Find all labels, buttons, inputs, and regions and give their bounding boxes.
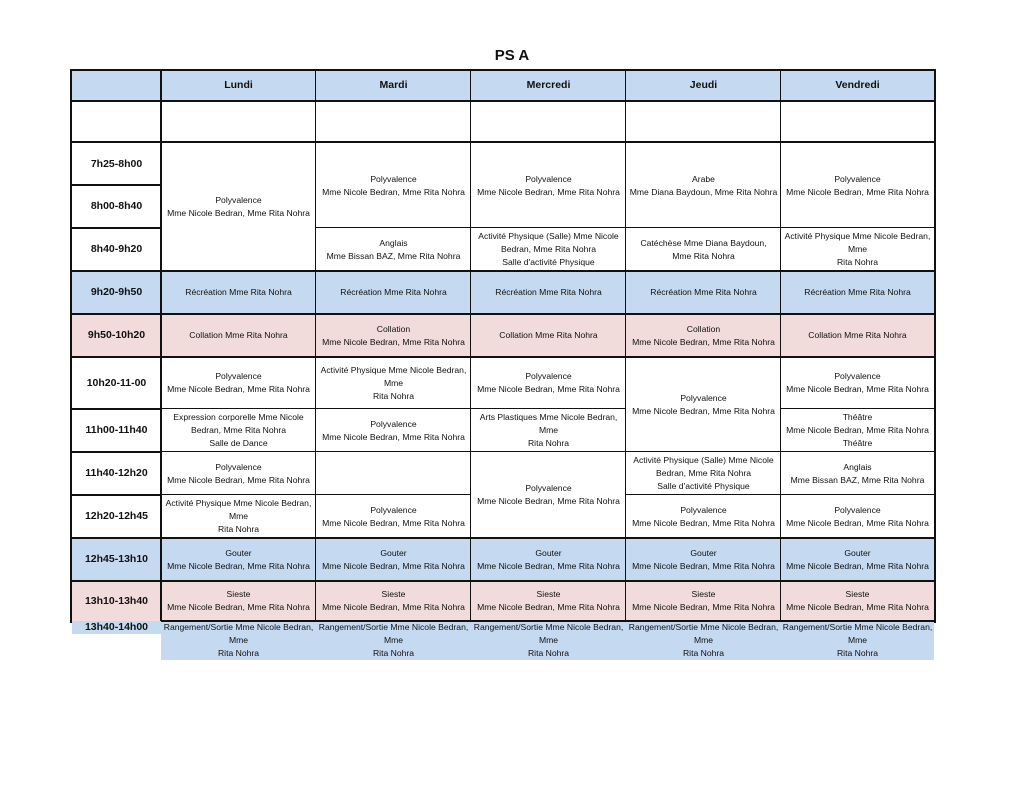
grid-line <box>471 580 626 582</box>
grid-line <box>316 451 471 452</box>
cell-text-line: Gouter <box>844 547 871 558</box>
cell-text-line: Rangement/Sortie Mme Nicole Bedran, <box>628 622 779 632</box>
time-slot-11h00-11h40 <box>72 409 161 452</box>
cell-text-line: Mme <box>228 635 249 645</box>
day-header-mercredi <box>471 71 626 100</box>
cell-text-line: Mme Nicole Bedran, Mme Rita Nohra <box>632 560 775 571</box>
cell-text-line: Polyvalence <box>680 504 727 515</box>
cell-text-line: 11h00-11h40 <box>85 424 148 436</box>
schedule-cell <box>316 452 471 495</box>
time-slot-12h45-13h10 <box>72 538 161 581</box>
cell-text-line: Mercredi <box>526 79 571 91</box>
cell-text-line: 9h20-9h50 <box>90 286 143 298</box>
cell-text-line: Rita Nohra <box>682 648 725 658</box>
cell-text-line: Mme Nicole Bedran, Mme Rita Nohra <box>632 336 775 347</box>
cell-text-line: Polyvalence <box>215 461 262 472</box>
grid-line <box>161 620 316 622</box>
time-slot-9h50-10h20 <box>72 314 161 357</box>
cell-text-line: 12h20-12h45 <box>84 510 149 522</box>
cell-text-line: Récréation Mme Rita Nohra <box>650 287 757 297</box>
schedule-cell <box>781 228 934 271</box>
grid-line <box>626 494 781 495</box>
cell-text-line: 12h45-13h10 <box>84 553 149 565</box>
cell-text-line: Mme Nicole Bedran, Mme Rita Nohra <box>786 384 929 394</box>
schedule-cell <box>626 538 781 581</box>
cell-text-line: Mme Nicole Bedran, Mme Rita Nohra <box>167 208 310 218</box>
grid-line <box>72 356 161 358</box>
cell-text-line: 8h40-9h20 <box>90 243 143 255</box>
grid-line <box>316 620 471 622</box>
cell-text-line: Gouter <box>535 547 562 558</box>
grid-line <box>316 356 471 358</box>
cell-text-line: Mme <box>847 244 868 254</box>
cell-text-line: Collation <box>376 323 411 334</box>
cell-text-line: Mme <box>538 635 559 645</box>
cell-text-line: Salle d'activité Physique <box>502 257 595 267</box>
cell-text-line: Sieste <box>226 589 251 599</box>
grid-line <box>161 580 316 582</box>
cell-text-line: Mme <box>383 377 404 388</box>
schedule-cell <box>781 538 934 581</box>
cell-text-line: Mme Nicole Bedran, Mme Rita Nohra <box>786 602 929 612</box>
grid-line <box>161 270 316 272</box>
time-slot-9h20-9h50 <box>72 271 161 314</box>
grid-line <box>781 356 934 358</box>
schedule-cell <box>316 271 471 314</box>
cell-text-line: Rangement/Sortie Mme Nicole Bedran, <box>473 622 624 632</box>
cell-text-line: Mme Nicole Bedran, Mme Rita Nohra <box>167 384 310 394</box>
cell-text-line: Activité Physique Mme Nicole Bedran, <box>784 231 931 241</box>
cell-text-line: Mme <box>383 635 404 645</box>
grid-line <box>72 580 161 582</box>
grid-line <box>316 537 471 539</box>
cell-text-line: Mme Rita Nohra <box>672 250 735 261</box>
schedule-cell <box>161 314 316 357</box>
cell-text-line: Mardi <box>379 79 408 91</box>
cell-text-line: Mme Nicole Bedran, Mme Rita Nohra <box>477 384 620 394</box>
cell-text-line: Salle de Dance <box>209 438 268 448</box>
cell-text-line: Collation <box>686 323 721 334</box>
grid-line <box>781 313 934 315</box>
cell-text-line: Gouter <box>225 547 252 558</box>
cell-text-line: Mme Nicole Bedran, Mme Rita Nohra <box>322 517 465 528</box>
schedule-cell <box>626 452 781 495</box>
cell-text-line: Activité Physique (Salle) Mme Nicole <box>478 231 619 241</box>
cell-text-line: Mme <box>228 511 249 521</box>
grid-line <box>316 580 471 582</box>
schedule-cell <box>781 621 934 660</box>
cell-text-line: Récréation Mme Rita Nohra <box>185 287 292 297</box>
schedule-cell <box>316 409 471 452</box>
cell-text-line: Bedran, Mme Rita Nohra <box>500 244 597 254</box>
cell-text-line: Arabe <box>692 173 715 184</box>
grid-line <box>72 451 161 453</box>
grid-line <box>316 270 471 272</box>
schedule-cell <box>471 452 626 538</box>
cell-text-line: Rita Nohra <box>527 648 570 658</box>
time-slot-13h40-14h00 <box>72 621 161 634</box>
grid-line <box>471 313 626 315</box>
schedule-cell <box>316 621 471 660</box>
cell-text-line: Rita Nohra <box>527 438 570 448</box>
cell-text-line: Mme Nicole Bedran, Mme Rita Nohra <box>167 474 310 485</box>
cell-text-line: Rangement/Sortie Mme Nicole Bedran, <box>163 622 314 632</box>
grid-line <box>72 313 161 315</box>
cell-text-line: Sieste <box>691 589 716 599</box>
cell-text-line: Collation Mme Rita Nohra <box>808 330 907 340</box>
schedule-cell <box>316 143 471 228</box>
cell-text-line: Rangement/Sortie Mme Nicole Bedran, <box>318 622 469 632</box>
day-header-mardi <box>316 71 471 100</box>
cell-text-line: 9h50-10h20 <box>87 329 146 341</box>
grid-line <box>161 408 316 409</box>
cell-text-line: Sieste <box>536 589 561 599</box>
cell-text-line: Polyvalence <box>370 173 417 184</box>
cell-text-line: Mme Nicole Bedran, Mme Rita Nohra <box>477 496 620 506</box>
schedule-cell <box>626 143 781 228</box>
schedule-cell <box>781 143 934 228</box>
cell-text-line: Récréation Mme Rita Nohra <box>804 287 911 297</box>
schedule-cell <box>471 621 626 660</box>
cell-text-line: Polyvalence <box>215 195 262 205</box>
schedule-cell <box>471 271 626 314</box>
cell-text-line: Mme Nicole Bedran, Mme Rita Nohra <box>477 560 620 571</box>
grid-line <box>471 451 626 452</box>
cell-text-line: Mme Bissan BAZ, Mme Rita Nohra <box>326 250 461 261</box>
cell-text-line: Mme Nicole Bedran, Mme Rita Nohra <box>786 517 929 528</box>
grid-line <box>626 451 781 452</box>
cell-text-line: Mme <box>847 635 868 645</box>
cell-text-line: Polyvalence <box>834 173 881 184</box>
cell-text-line: Mme Nicole Bedran, Mme Rita Nohra <box>632 517 775 528</box>
schedule-cell <box>161 357 316 409</box>
schedule-cell <box>161 581 316 621</box>
cell-text-line: Expression corporelle Mme Nicole <box>173 412 304 422</box>
cell-text-line: Anglais <box>379 237 408 248</box>
schedule-cell <box>161 621 316 660</box>
day-header-jeudi <box>626 71 781 100</box>
schedule-cell <box>161 538 316 581</box>
grid-line <box>72 184 161 186</box>
cell-text-line: Salle d'activité Physique <box>657 481 750 491</box>
cell-text-line: Mme Nicole Bedran, Mme Rita Nohra <box>786 186 929 197</box>
cell-text-line: Anglais <box>843 461 872 472</box>
schedule-cell <box>626 357 781 452</box>
grid-line <box>781 227 934 228</box>
cell-text-line: Polyvalence <box>525 371 572 381</box>
grid-line <box>626 580 781 582</box>
cell-text-line: 13h10-13h40 <box>84 594 149 607</box>
cell-text-line: Sieste <box>381 589 406 599</box>
grid-line <box>161 356 316 358</box>
cell-text-line: Vendredi <box>835 79 880 91</box>
cell-text-line: Collation Mme Rita Nohra <box>189 330 288 340</box>
cell-text-line: Mme Nicole Bedran, Mme Rita Nohra <box>786 425 929 435</box>
time-slot-12h20-12h45 <box>72 495 161 538</box>
cell-text-line: 8h00-8h40 <box>90 200 143 212</box>
schedule-cell <box>471 314 626 357</box>
schedule-cell <box>471 581 626 621</box>
cell-text-line: Théâtre <box>842 438 873 448</box>
cell-text-line: Polyvalence <box>215 371 262 381</box>
cell-text-line: Récréation Mme Rita Nohra <box>340 287 447 297</box>
grid-line <box>316 313 471 315</box>
grid-line <box>72 494 161 496</box>
cell-text-line: Polyvalence <box>370 418 417 429</box>
cell-text-line: Polyvalence <box>834 371 881 381</box>
cell-text-line: Mme Nicole Bedran, Mme Rita Nohra <box>322 560 465 571</box>
schedule-cell <box>781 314 934 357</box>
cell-text-line: Théâtre <box>842 412 873 422</box>
grid-line <box>626 537 781 539</box>
cell-text-line: Polyvalence <box>525 483 572 493</box>
schedule-cell <box>161 409 316 452</box>
grid-line <box>161 537 316 539</box>
grid-line <box>626 313 781 315</box>
grid-line <box>471 356 626 358</box>
schedule-cell <box>316 357 471 409</box>
cell-text-line: Mme Nicole Bedran, Mme Rita Nohra <box>477 602 620 612</box>
grid-line <box>626 270 781 272</box>
schedule-cell <box>626 495 781 538</box>
time-slot-10h20-11-00 <box>72 357 161 409</box>
grid-line <box>781 270 934 272</box>
cell-text-line: Rita Nohra <box>836 257 879 267</box>
time-slot-13h10-13h40 <box>72 581 161 621</box>
cell-text-line: Rita Nohra <box>372 390 415 401</box>
schedule-cell <box>626 581 781 621</box>
cell-text-line: Rita Nohra <box>217 524 260 534</box>
grid-line <box>72 408 161 410</box>
day-header-vendredi <box>781 71 934 100</box>
schedule-cell <box>161 495 316 538</box>
grid-line <box>72 537 161 539</box>
grid-line <box>471 227 626 228</box>
schedule-cell <box>316 538 471 581</box>
schedule-cell <box>161 452 316 495</box>
day-header-lundi <box>161 71 316 100</box>
schedule-cell <box>781 409 934 452</box>
cell-text-line: Mme Nicole Bedran, Mme Rita Nohra <box>786 560 929 571</box>
time-slot-8h40-9h20 <box>72 228 161 271</box>
cell-text-line: Mme Nicole Bedran, Mme Rita Nohra <box>632 405 775 416</box>
grid-line <box>72 100 934 102</box>
time-slot-8h00-8h40 <box>72 185 161 228</box>
cell-text-line: Mme Nicole Bedran, Mme Rita Nohra <box>322 336 465 347</box>
cell-text-line: Bedran, Mme Rita Nohra <box>655 468 752 478</box>
grid-line <box>471 270 626 272</box>
grid-line <box>626 620 781 622</box>
cell-text-line: Mme Nicole Bedran, Mme Rita Nohra <box>322 602 465 612</box>
cell-text-line: Bedran, Mme Rita Nohra <box>190 425 287 435</box>
schedule-table <box>70 69 936 658</box>
grid-line <box>781 620 934 622</box>
grid-line <box>471 620 626 622</box>
cell-text-line: 11h40-12h20 <box>85 467 148 479</box>
cell-text-line: Polyvalence <box>370 504 417 515</box>
schedule-cell <box>161 271 316 314</box>
grid-line <box>161 313 316 315</box>
schedule-cell <box>626 621 781 660</box>
grid-line <box>316 408 471 409</box>
schedule-cell <box>471 143 626 228</box>
cell-text-line: Activité Physique Mme Nicole Bedran, <box>320 364 467 375</box>
cell-text-line: Rita Nohra <box>836 648 879 658</box>
schedule-cell <box>316 495 471 538</box>
schedule-cell <box>471 409 626 452</box>
cell-text-line: 13h40-14h00 <box>84 621 149 633</box>
cell-text-line: Rangement/Sortie Mme Nicole Bedran, <box>782 622 933 632</box>
cell-text-line: 10h20-11-00 <box>86 376 147 389</box>
cell-text-line: Mme Diana Baydoun, Mme Rita Nohra <box>629 186 778 197</box>
grid-line <box>72 270 161 272</box>
grid-line <box>161 451 316 452</box>
schedule-cell <box>781 581 934 621</box>
cell-text-line: Polyvalence <box>834 504 881 515</box>
grid-line <box>781 451 934 452</box>
grid-line <box>626 356 781 358</box>
grid-line <box>781 408 934 409</box>
schedule-cell <box>471 538 626 581</box>
grid-line <box>316 494 471 495</box>
cell-text-line: Récréation Mme Rita Nohra <box>495 287 602 297</box>
cell-text-line: Jeudi <box>689 79 718 91</box>
schedule-cell <box>316 314 471 357</box>
cell-text-line: Mme <box>693 635 714 645</box>
grid-line <box>781 537 934 539</box>
schedule-cell <box>781 452 934 495</box>
grid-line <box>781 494 934 495</box>
cell-text-line: Mme Nicole Bedran, Mme Rita Nohra <box>167 560 310 571</box>
cell-text-line: Gouter <box>380 547 407 558</box>
cell-text-line: Mme Nicole Bedran, Mme Rita Nohra <box>322 186 465 197</box>
schedule-cell <box>781 495 934 538</box>
cell-text-line: Activité Physique Mme Nicole Bedran, <box>165 498 312 508</box>
cell-text-line: Mme Nicole Bedran, Mme Rita Nohra <box>632 602 775 612</box>
cell-text-line: Gouter <box>690 547 717 558</box>
grid-line <box>72 141 934 143</box>
header-corner <box>72 71 161 100</box>
page-title: PS A <box>494 47 530 64</box>
cell-text-line: Sieste <box>845 589 870 599</box>
schedule-cell <box>781 357 934 409</box>
cell-text-line: Mme Bissan BAZ, Mme Rita Nohra <box>790 474 925 485</box>
grid-line <box>781 580 934 582</box>
cell-text-line: Mme Nicole Bedran, Mme Rita Nohra <box>477 186 620 197</box>
grid-line <box>316 227 471 228</box>
schedule-cell <box>626 228 781 271</box>
schedule-cell <box>316 581 471 621</box>
time-slot-7h25-8h00 <box>72 143 161 185</box>
schedule-cell <box>471 228 626 271</box>
cell-text-line: Mme Nicole Bedran, Mme Rita Nohra <box>167 602 310 612</box>
cell-text-line: Polyvalence <box>525 173 572 184</box>
schedule-cell <box>161 143 316 271</box>
cell-text-line: Rita Nohra <box>217 648 260 658</box>
schedule-cell <box>626 314 781 357</box>
cell-text-line: Mme <box>538 425 559 435</box>
schedule-cell <box>626 271 781 314</box>
schedule-cell <box>471 357 626 409</box>
cell-text-line: Polyvalence <box>680 392 727 403</box>
cell-text-line: Arts Plastiques Mme Nicole Bedran, <box>479 412 618 422</box>
cell-text-line: Collation Mme Rita Nohra <box>499 330 598 340</box>
cell-text-line: 7h25-8h00 <box>90 157 143 170</box>
grid-line <box>161 494 316 495</box>
cell-text-line: Catéchèse Mme Diana Baydoun, <box>640 237 767 248</box>
cell-text-line: Activité Physique (Salle) Mme Nicole <box>633 455 774 465</box>
cell-text-line: Rita Nohra <box>372 648 415 658</box>
grid-line <box>471 408 626 409</box>
time-slot-11h40-12h20 <box>72 452 161 495</box>
grid-line <box>471 537 626 539</box>
schedule-cell <box>781 271 934 314</box>
grid-line <box>72 227 161 229</box>
schedule-cell <box>316 228 471 271</box>
cell-text-line: Lundi <box>224 79 253 91</box>
cell-text-line: Mme Nicole Bedran, Mme Rita Nohra <box>322 431 465 442</box>
grid-line <box>626 227 781 228</box>
